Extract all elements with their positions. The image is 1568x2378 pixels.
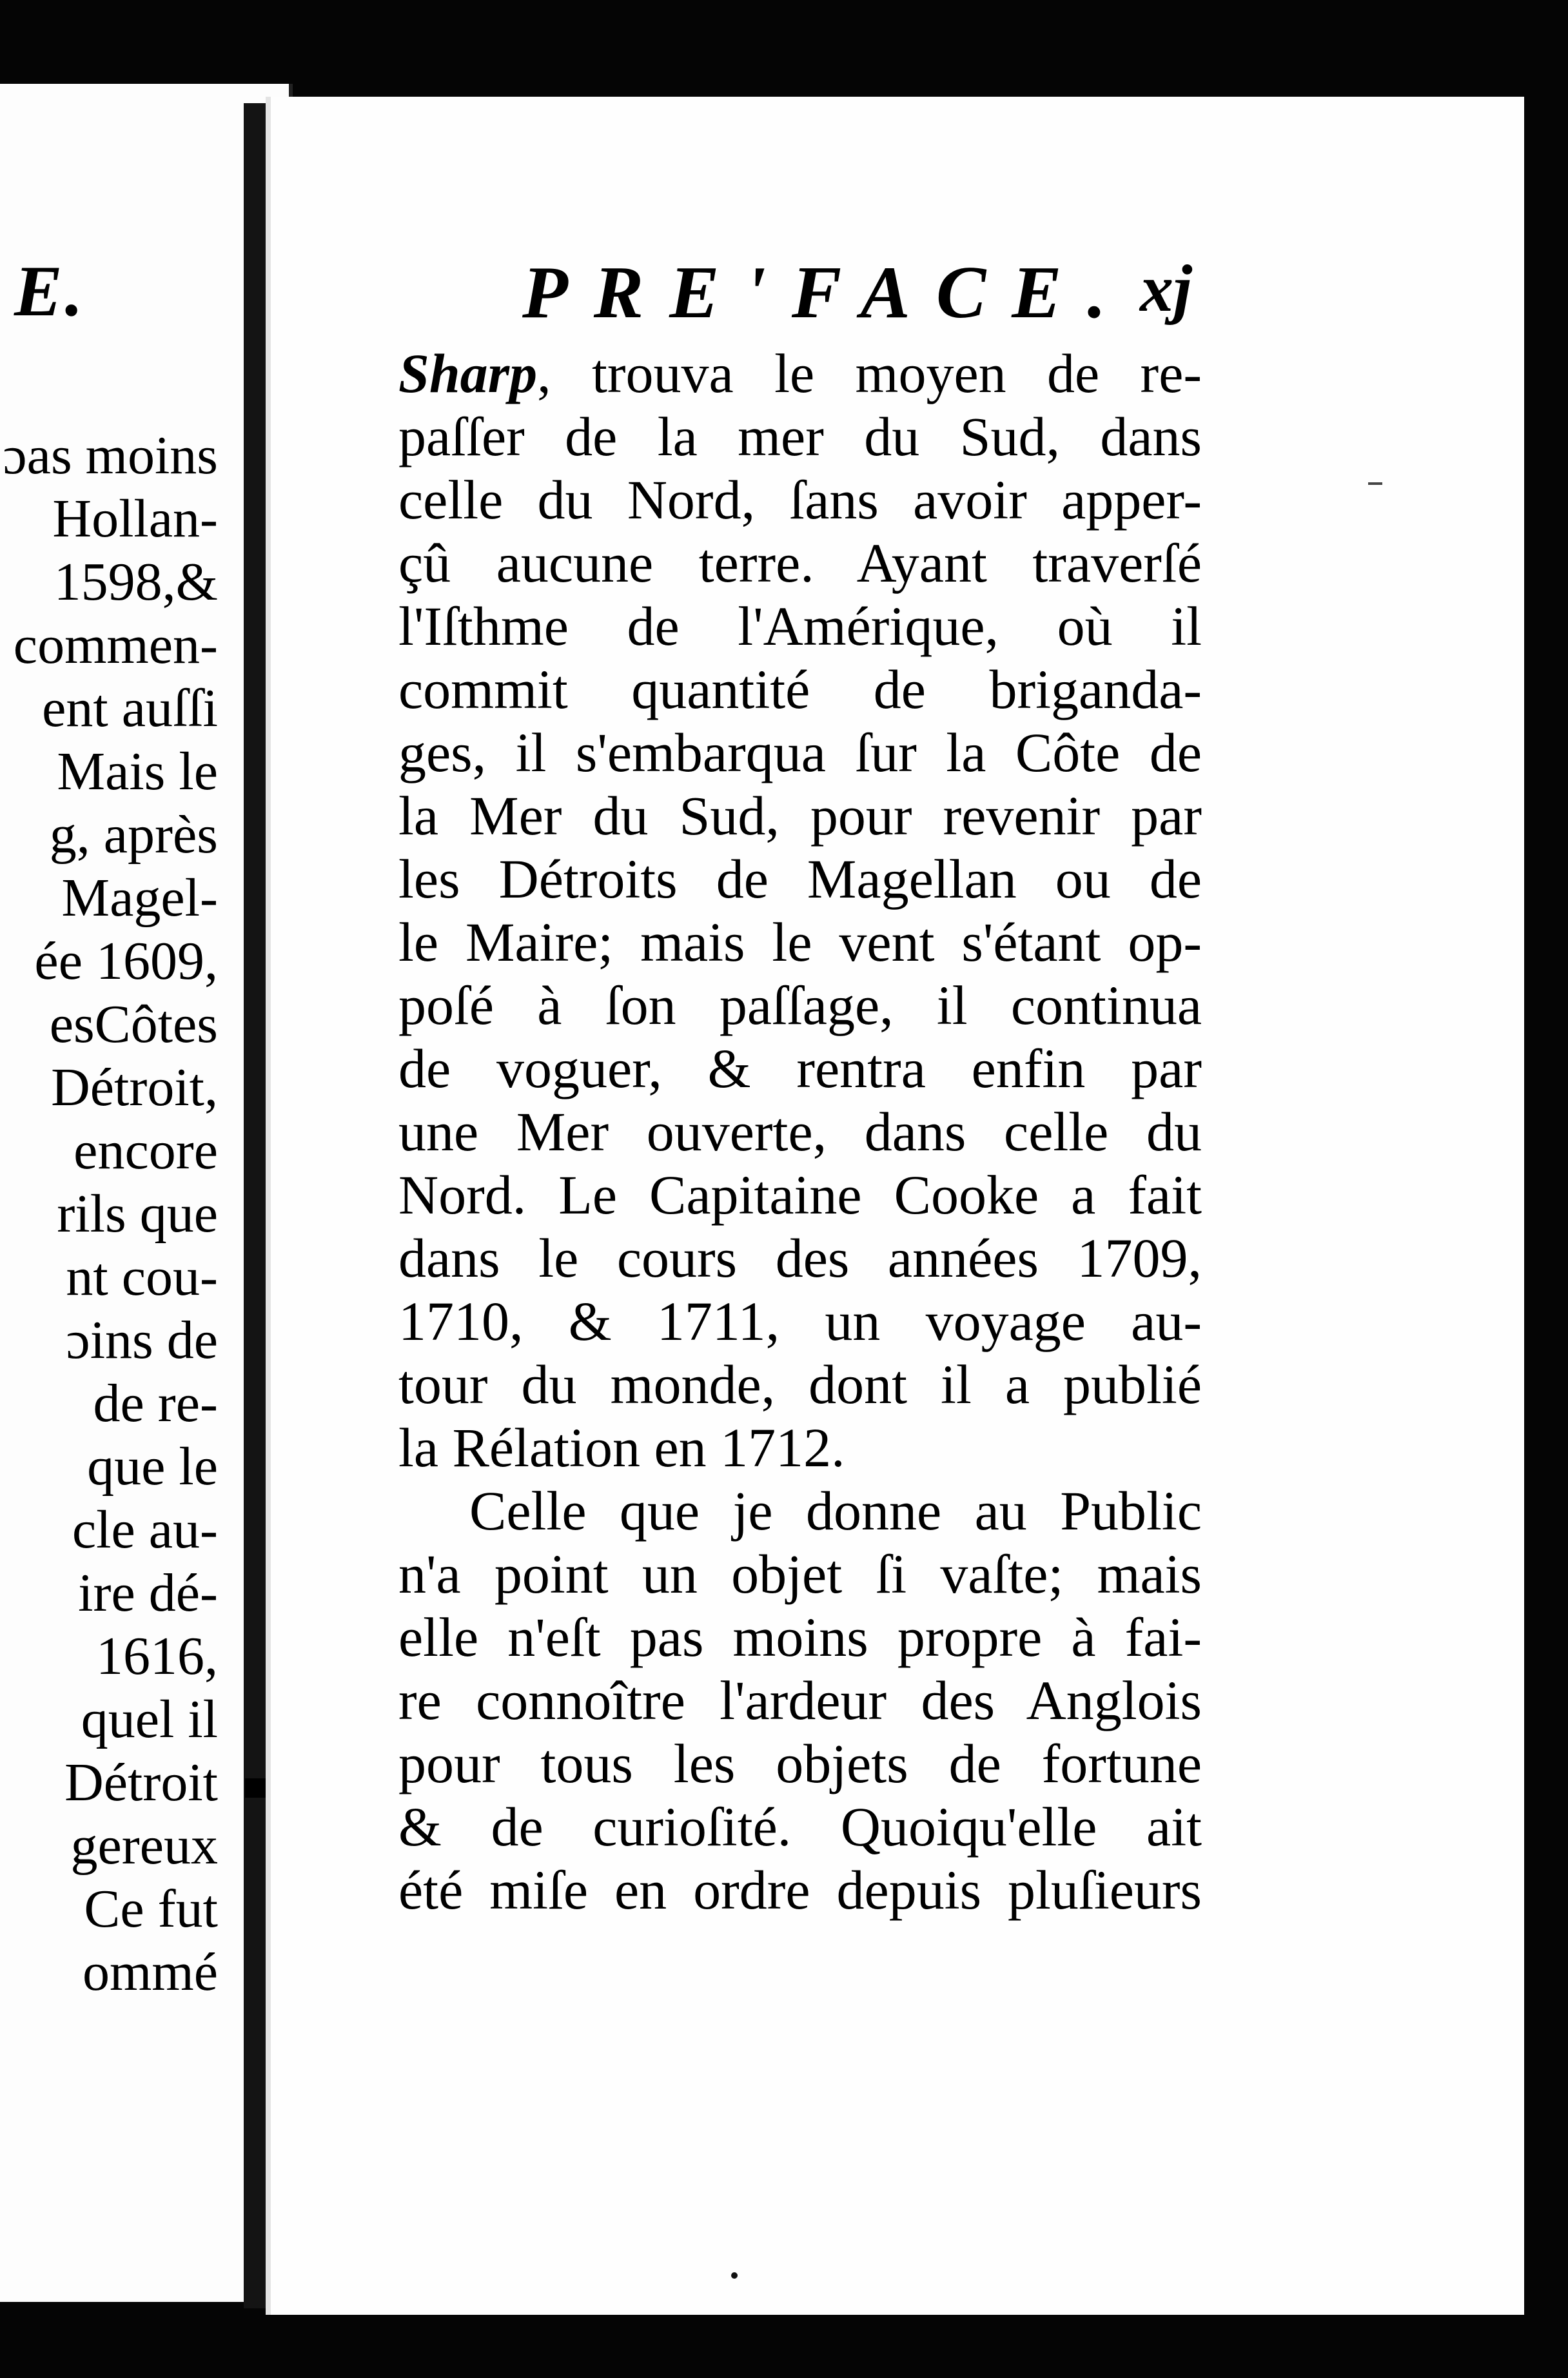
left-line: Hollan- [52,489,218,549]
text-line: poſé à ſon paſſage, il continua [398,974,1202,1036]
text-line: le Maire; mais le vent s'étant op- [398,911,1202,973]
text-line: Celle que je donne au Public [469,1480,1202,1542]
text-line: çû aucune terre. Ayant traverſé [398,532,1202,594]
text-line: celle du Nord, ſans avoir apper- [398,469,1202,531]
left-line: Ce fut [84,1879,218,1939]
left-line: Magel- [61,868,218,928]
left-line: ire dé- [78,1563,218,1623]
left-line: g, après [49,805,218,865]
italic-name: Sharp [398,342,538,404]
page-dot [731,2272,738,2279]
left-line: que le [87,1437,218,1497]
left-line: ent auſſi [42,678,218,738]
left-line: ommé [83,1942,218,2002]
text-fragment: , trouva le moyen de re- [537,342,1202,404]
left-line: ée 1609, [34,931,218,991]
text-line: tour du monde, dont il a publié [398,1353,1202,1415]
left-running-head: E. [14,251,86,331]
page-number: xj [1140,251,1192,326]
text-line: été miſe en ordre depuis pluſieurs [398,1859,1202,1921]
text-line: paſſer de la mer du Sud, dans [398,406,1202,467]
text-line: n'a point un objet ſi vaſte; mais [398,1543,1202,1605]
text-line: Nord. Le Capitaine Cooke a fait [398,1164,1202,1226]
left-line: ɔas moins [3,426,218,486]
running-head: PRE'FACE. [522,251,1132,334]
left-line: esCôtes [49,994,218,1054]
text-line [398,342,1202,405]
text-line: commit quantité de briganda- [398,658,1202,720]
text-line: & de curioſité. Quoiqu'elle ait [398,1796,1202,1858]
text-line: de voguer, & rentra enfin par [398,1037,1202,1099]
left-line: gereux [70,1816,218,1876]
left-line: commen- [13,615,218,675]
left-line: rils que [57,1184,218,1244]
left-line: Mais le [57,742,218,801]
left-line: Détroit [64,1753,218,1813]
text-line: l'Iſthme de l'Amérique, où il [398,595,1202,657]
text-line: re connoître l'ardeur des Anglois [398,1669,1202,1731]
left-line: cle au- [72,1500,218,1560]
text-line: dans le cours des années 1709, [398,1227,1202,1289]
left-line: 1598,& [54,552,218,612]
left-line: quel il [81,1689,218,1749]
left-line: nt cou- [66,1247,218,1307]
text-line: les Détroits de Magellan ou de [398,848,1202,910]
gutter-mark [245,1778,268,1798]
text-line: ges, il s'embarqua ſur la Côte de [398,722,1202,783]
left-line: encore [74,1121,218,1181]
page-body [398,342,1202,1921]
left-line: de re- [93,1373,218,1433]
stray-mark [1368,482,1382,485]
text-line: une Mer ouverte, dans celle du [398,1101,1202,1163]
left-line: Détroit, [51,1057,218,1117]
text-line: pour tous les objets de fortune [398,1733,1202,1794]
left-line: 1616, [96,1626,218,1686]
text-line: la Rélation en 1712. [398,1417,845,1479]
text-line: elle n'eſt pas moins propre à fai- [398,1606,1202,1668]
left-line: ɔins de [66,1310,218,1370]
text-line: la Mer du Sud, pour revenir par [398,785,1202,847]
left-page-text [3,424,218,2004]
text-line: 1710, & 1711, un voyage au- [398,1290,1202,1352]
